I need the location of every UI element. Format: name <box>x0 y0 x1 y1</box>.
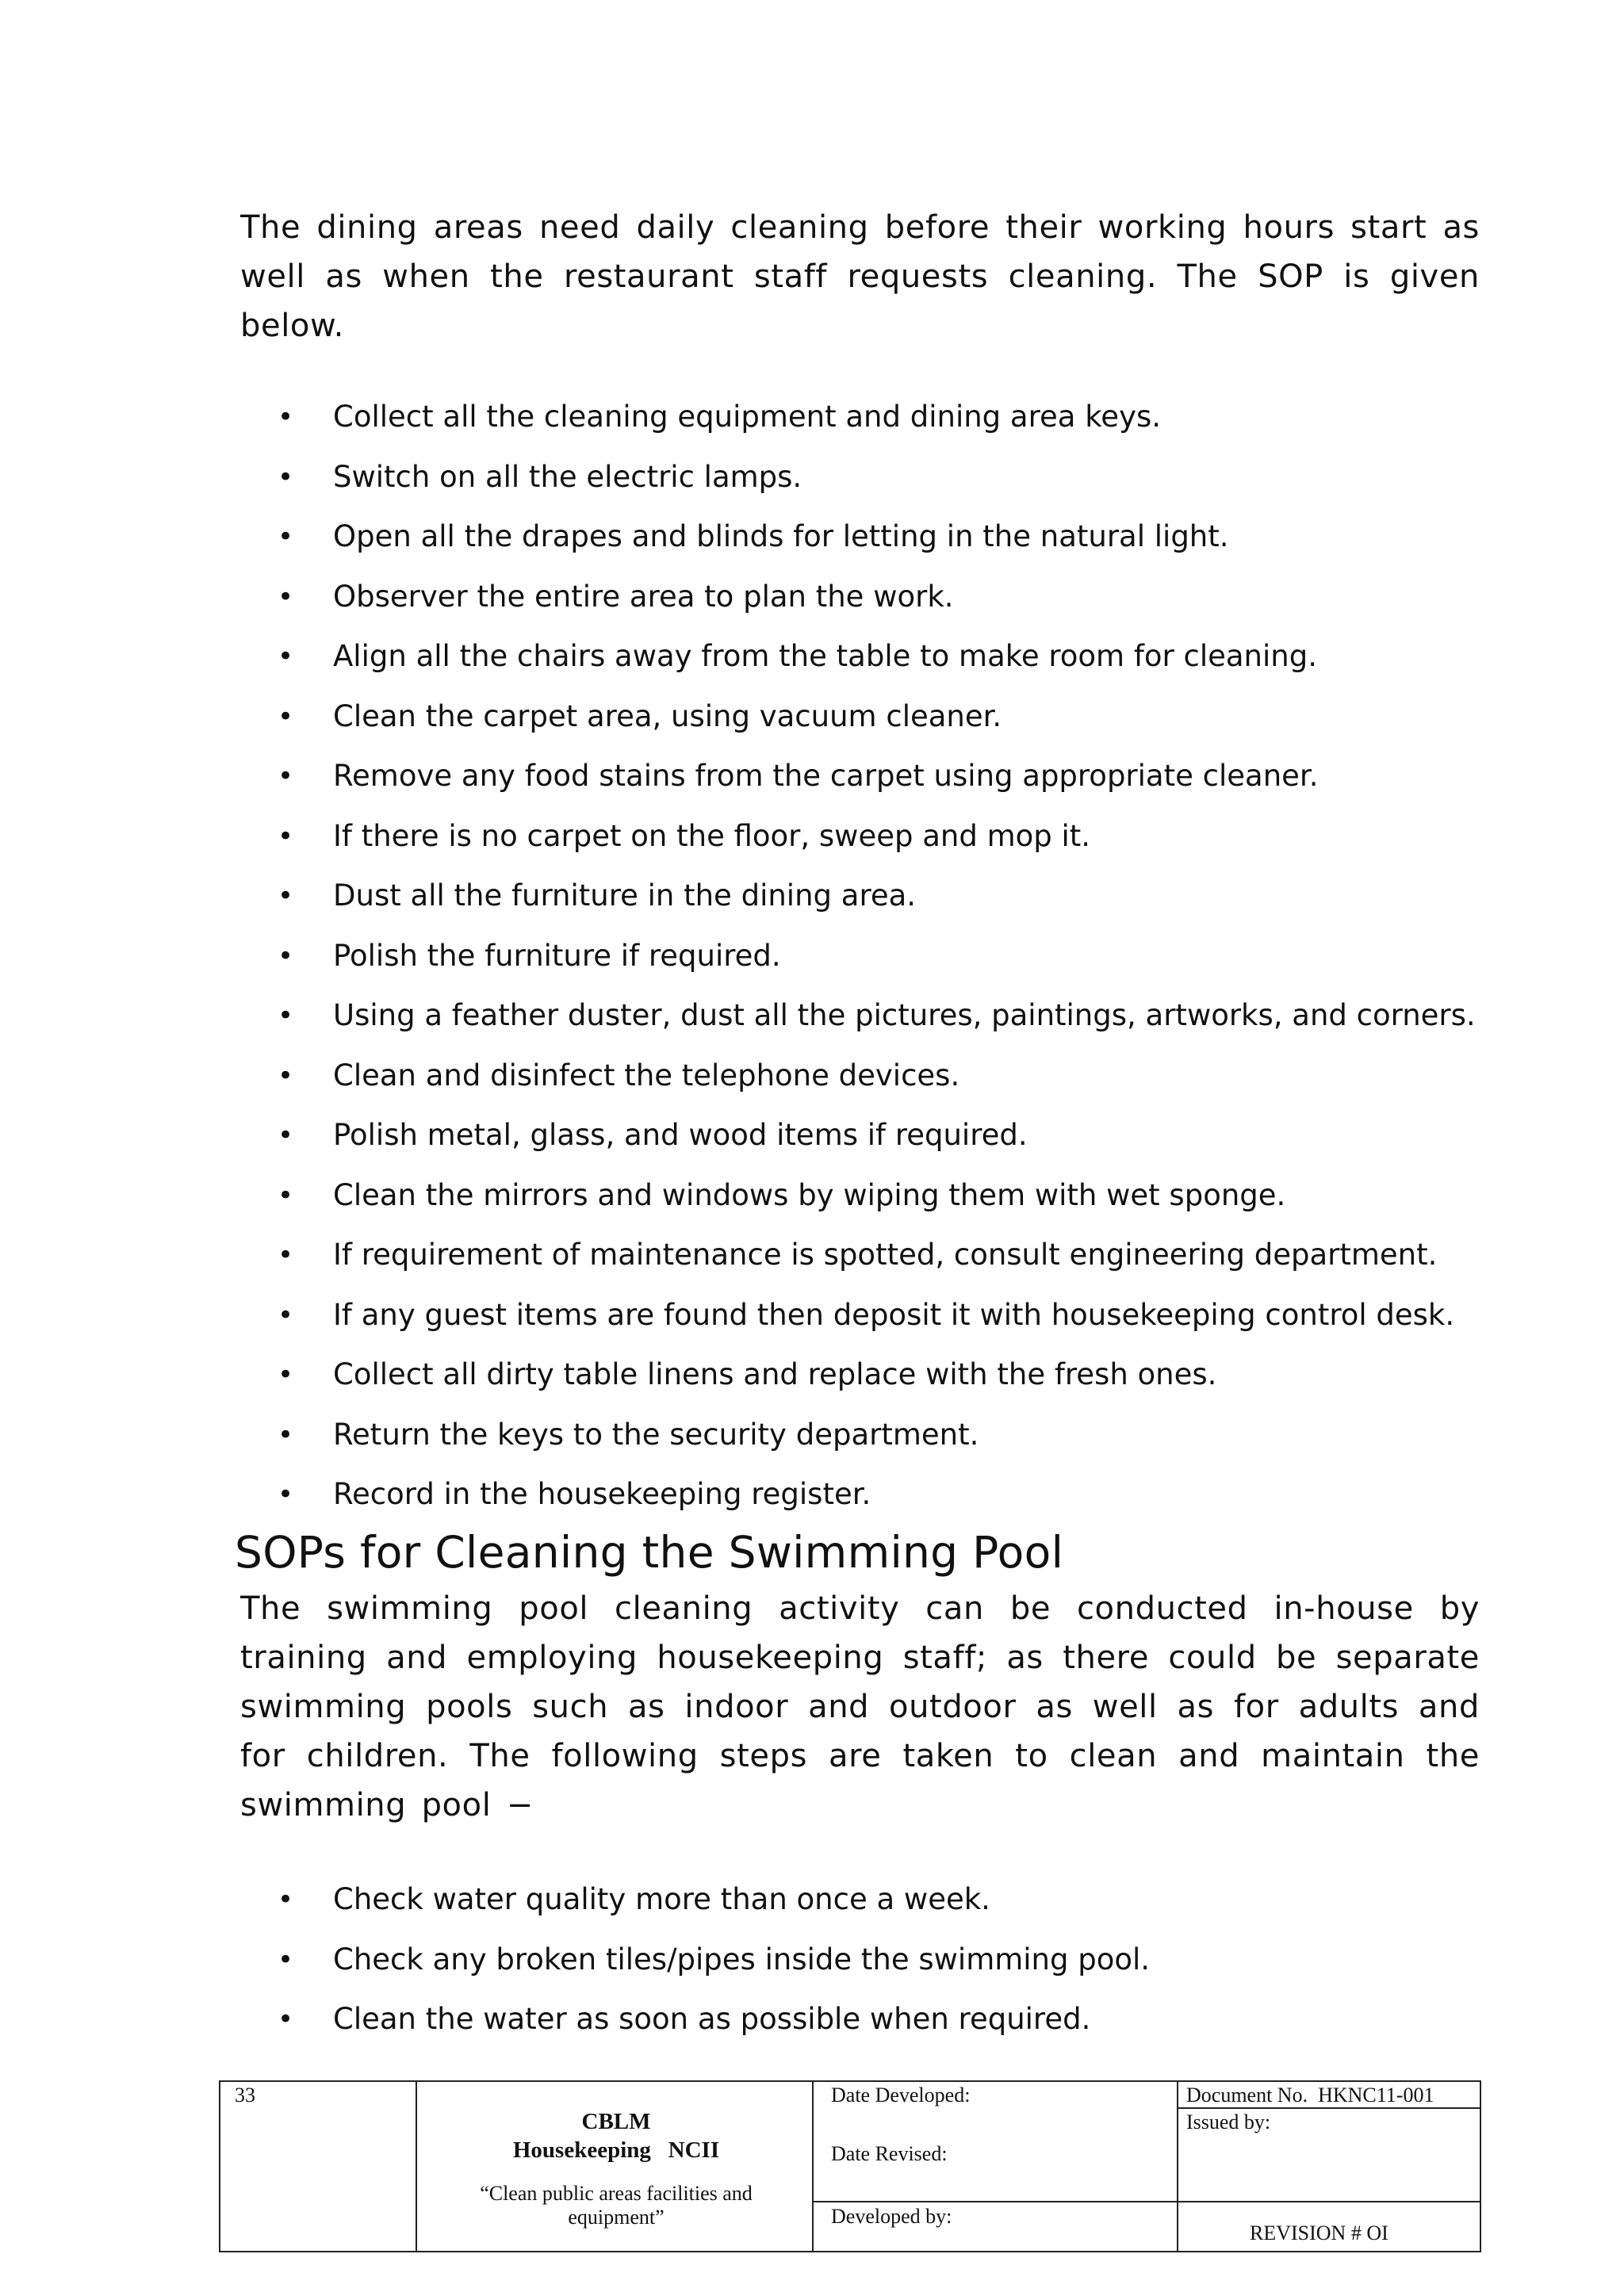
bullet-marker: • <box>278 1359 294 1391</box>
developed-by-label: Developed by: <box>831 2205 952 2228</box>
list-item-text: Collect all dirty table linens and replace with the fresh ones. <box>333 1357 1217 1391</box>
bullet-marker: • <box>278 1943 294 1976</box>
list-item <box>278 1171 1530 1231</box>
bullet-marker: • <box>278 1884 294 1915</box>
list-item <box>278 1875 1530 1935</box>
bullet-marker: • <box>278 1299 294 1331</box>
bullet-marker: • <box>278 700 294 733</box>
list-item-text: Polish the furniture if required. <box>333 938 781 973</box>
page-number: 33 <box>235 2084 255 2107</box>
list-item <box>278 1410 1530 1471</box>
list-item <box>278 871 1530 932</box>
list-item-text: Clean and disinfect the telephone devices. <box>333 1058 960 1093</box>
bullet-marker: • <box>278 461 294 493</box>
list-item <box>278 572 1530 633</box>
bullet-marker: • <box>278 1000 294 1031</box>
module-title-line2: equipment” <box>568 2206 665 2229</box>
footer-table <box>219 2080 1481 2252</box>
cblm-title: CBLM <box>581 2109 651 2134</box>
bullet-marker: • <box>278 1239 294 1271</box>
list-item-text: Observer the entire area to plan the work. <box>333 579 954 614</box>
list-item <box>278 932 1530 992</box>
bullet-marker: • <box>278 760 294 792</box>
list-item-text: Open all the drapes and blinds for letting in the natural light. <box>333 519 1229 553</box>
date-developed-label: Date Developed: <box>831 2084 971 2107</box>
bullet-marker: • <box>278 820 294 852</box>
date-revised-label: Date Revised: <box>831 2142 948 2165</box>
bullet-marker: • <box>278 2003 294 2035</box>
list-item <box>278 392 1530 453</box>
table-divider <box>416 2082 417 2251</box>
list-item-text: Clean the water as soon as possible when required. <box>333 2002 1091 2036</box>
list-item-text: Collect all the cleaning equipment and dining area keys. <box>333 400 1162 434</box>
document-number: Document No. HKNC11-001 <box>1186 2084 1434 2107</box>
list-item-text: Dust all the furniture in the dining area. <box>333 878 917 913</box>
list-item <box>278 1935 1530 1996</box>
list-item <box>278 1291 1530 1351</box>
bullet-marker: • <box>278 641 294 672</box>
table-divider <box>812 2201 1481 2202</box>
bullet-marker: • <box>278 580 294 613</box>
list-item <box>278 453 1530 513</box>
list-item-text: Check any broken tiles/pipes inside the swimming pool. <box>333 1942 1151 1976</box>
list-item-text: If any guest items are found then deposit it with housekeeping control desk. <box>333 1297 1455 1332</box>
list-item-text: If requirement of maintenance is spotted, consult engineering department. <box>333 1238 1438 1272</box>
list-item-text: Using a feather duster, dust all the pictures, paintings, artworks, and corners. <box>333 998 1476 1032</box>
list-item-text: Switch on all the electric lamps. <box>333 459 802 494</box>
list-item <box>278 512 1530 572</box>
list-item-text: Clean the carpet area, using vacuum cleaner. <box>333 698 1002 733</box>
module-title-line1: “Clean public areas facilities and <box>480 2182 753 2205</box>
pool-sop-list <box>278 1875 1530 2055</box>
bullet-marker: • <box>278 521 294 553</box>
list-item-text: Check water quality more than once a week. <box>333 1882 990 1916</box>
pool-paragraph: The swimming pool cleaning activity can be conducted in-house by training and employing housekeeping staff; as there could be separate swimming pools such as indoor and outdoor as well as for adults and for children. The following steps are taken to clean and maintain the swimming pool − <box>240 1590 1480 1823</box>
document-title-block <box>419 2107 814 2229</box>
dining-sop-list <box>278 392 1530 1530</box>
bullet-marker: • <box>278 401 294 433</box>
list-item-text: Remove any food stains from the carpet using appropriate cleaner. <box>333 759 1319 793</box>
bullet-marker: • <box>278 880 294 912</box>
list-item-text: Align all the chairs away from the table to make room for cleaning. <box>333 639 1317 673</box>
bullet-marker: • <box>278 939 294 972</box>
bullet-marker: • <box>278 1059 294 1092</box>
revision-label: REVISION # OI <box>1250 2221 1388 2244</box>
table-divider <box>1177 2107 1481 2109</box>
list-item-text: If there is no carpet on the floor, sweep and mop it. <box>333 818 1091 853</box>
section-heading: SOPs for Cleaning the Swimming Pool <box>235 1527 1064 1578</box>
bullet-marker: • <box>278 1418 294 1451</box>
list-item <box>278 632 1530 692</box>
list-item <box>278 1051 1530 1112</box>
list-item <box>278 1350 1530 1410</box>
list-item-text: Clean the mirrors and windows by wiping them with wet sponge. <box>333 1177 1286 1212</box>
list-item <box>278 812 1530 872</box>
list-item <box>278 1995 1530 2055</box>
list-item <box>278 991 1530 1051</box>
list-item-text: Return the keys to the security department. <box>333 1417 979 1452</box>
list-item <box>278 1230 1530 1291</box>
bullet-marker: • <box>278 1179 294 1211</box>
list-item <box>278 1111 1530 1171</box>
list-item-text: Record in the housekeeping register. <box>333 1477 871 1511</box>
bullet-marker: • <box>278 1479 294 1510</box>
list-item <box>278 692 1530 752</box>
list-item <box>278 752 1530 812</box>
qualification-title: Housekeeping NCII <box>512 2137 720 2163</box>
issued-by-label: Issued by: <box>1186 2110 1271 2133</box>
list-item-text: Polish metal, glass, and wood items if required. <box>333 1118 1028 1152</box>
bullet-marker: • <box>278 1119 294 1151</box>
intro-paragraph: The dining areas need daily cleaning before their working hours start as well as when the restaurant staff requests cleaning. The SOP is given below. <box>240 209 1480 344</box>
